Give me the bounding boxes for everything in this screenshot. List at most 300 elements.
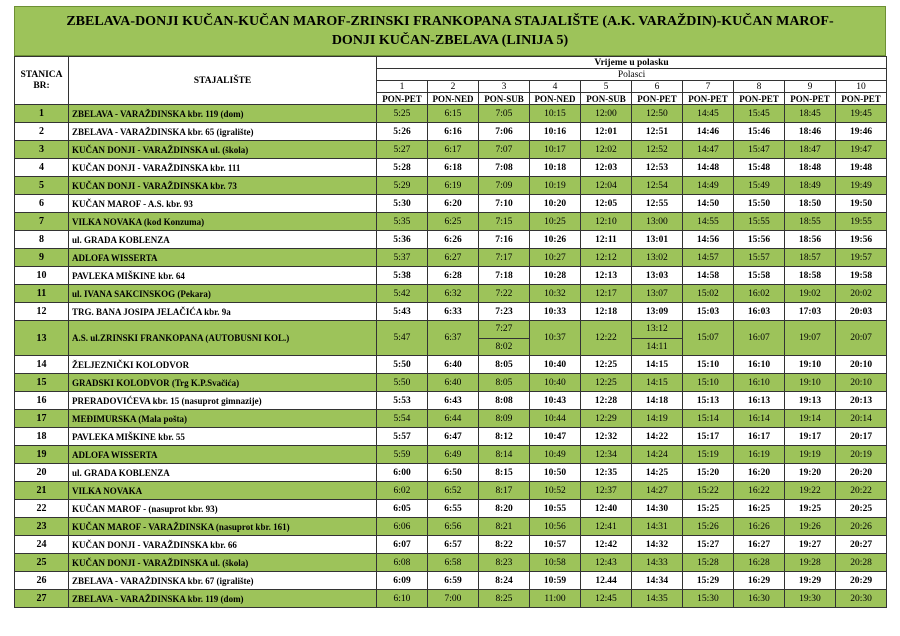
departure-time: 5:30 — [377, 195, 428, 213]
stop-name: KUČAN DONJI - VARAŽDINSKA ul. (škola) — [69, 554, 377, 572]
table-row — [15, 195, 887, 213]
departure-time: 19:56 — [836, 231, 887, 249]
departure-time: 12:25 — [581, 374, 632, 392]
departure-time: 19:57 — [836, 249, 887, 267]
departure-time: 18:46 — [785, 123, 836, 141]
station-number: 18 — [15, 428, 69, 446]
departure-time: 16:25 — [734, 500, 785, 518]
departure-time: 20:03 — [836, 303, 887, 321]
departure-time: 16:22 — [734, 482, 785, 500]
departure-time: 14:34 — [632, 572, 683, 590]
departure-time: 6:06 — [377, 518, 428, 536]
departure-time: 6:27 — [428, 249, 479, 267]
departure-time: 10:47 — [530, 428, 581, 446]
station-number: 4 — [15, 159, 69, 177]
departure-time: 20:13 — [836, 392, 887, 410]
departure-time: 12:04 — [581, 177, 632, 195]
departure-days-7: PON-PET — [683, 93, 734, 105]
departure-time: 16:10 — [734, 374, 785, 392]
departure-time: 14:24 — [632, 446, 683, 464]
station-number: 14 — [15, 356, 69, 374]
departure-time: 12:55 — [632, 195, 683, 213]
departure-time: 19:45 — [836, 105, 887, 123]
departure-time: 6:40 — [428, 356, 479, 374]
stop-name: A.S. ul.ZRINSKI FRANKOPANA (AUTOBUSNI KOL.) — [69, 321, 377, 356]
departure-time: 8:21 — [479, 518, 530, 536]
station-number: 2 — [15, 123, 69, 141]
stop-name: PAVLEKA MIŠKINE kbr. 55 — [69, 428, 377, 446]
station-number: 20 — [15, 464, 69, 482]
departure-time: 10:25 — [530, 213, 581, 231]
header-polasci: Polasci — [377, 69, 887, 81]
departure-time: 14:56 — [683, 231, 734, 249]
departure-time: 6:16 — [428, 123, 479, 141]
departure-time: 20:10 — [836, 356, 887, 374]
departure-time: 10:56 — [530, 518, 581, 536]
table-row — [15, 231, 887, 249]
departure-time: 20:22 — [836, 482, 887, 500]
stop-name: ZBELAVA - VARAŽDINSKA kbr. 119 (dom) — [69, 105, 377, 123]
departure-time: 10:28 — [530, 267, 581, 285]
departure-number-5: 5 — [581, 81, 632, 93]
table-row — [15, 392, 887, 410]
departure-time: 8:05 — [479, 356, 530, 374]
departure-number-10: 10 — [836, 81, 887, 93]
departure-time: 16:03 — [734, 303, 785, 321]
departure-time: 6:49 — [428, 446, 479, 464]
departure-time: 12:45 — [581, 590, 632, 608]
departure-time: 5:47 — [377, 321, 428, 356]
stop-name: GRADSKI KOLODVOR (Trg K.P.Svačića) — [69, 374, 377, 392]
departure-time: 15:10 — [683, 374, 734, 392]
departure-time: 8:14 — [479, 446, 530, 464]
departure-time: 5:36 — [377, 231, 428, 249]
departure-time: 15:46 — [734, 123, 785, 141]
departure-time: 6:32 — [428, 285, 479, 303]
header-stajaliste: STAJALIŠTE — [69, 57, 377, 105]
departure-time-secondary: 14:11 — [646, 341, 668, 352]
departure-time: 12:28 — [581, 392, 632, 410]
station-number: 1 — [15, 105, 69, 123]
departure-number-1: 1 — [377, 81, 428, 93]
departure-time: 12:11 — [581, 231, 632, 249]
departure-time: 5:50 — [377, 374, 428, 392]
departure-time: 6:28 — [428, 267, 479, 285]
departure-time: 13:09 — [632, 303, 683, 321]
departure-time: 16:17 — [734, 428, 785, 446]
departure-time: 15:10 — [683, 356, 734, 374]
station-number: 7 — [15, 213, 69, 231]
departure-time: 8:12 — [479, 428, 530, 446]
departure-time: 11:00 — [530, 590, 581, 608]
departure-time: 19:10 — [785, 356, 836, 374]
departure-time: 12:03 — [581, 159, 632, 177]
departure-time: 16:02 — [734, 285, 785, 303]
stop-name: VILKA NOVAKA — [69, 482, 377, 500]
departure-time: 12:41 — [581, 518, 632, 536]
departure-time: 12.44 — [581, 572, 632, 590]
departure-time: 7:17 — [479, 249, 530, 267]
table-row — [15, 249, 887, 267]
station-number: 25 — [15, 554, 69, 572]
departure-time: 6:59 — [428, 572, 479, 590]
departure-time: 18:45 — [785, 105, 836, 123]
station-number: 19 — [15, 446, 69, 464]
departure-time: 13:03 — [632, 267, 683, 285]
departure-time: 19:07 — [785, 321, 836, 356]
stop-name: ul. GRADA KOBLENZA — [69, 464, 377, 482]
table-row — [15, 482, 887, 500]
departure-time: 18:56 — [785, 231, 836, 249]
departure-number-2: 2 — [428, 81, 479, 93]
departure-time: 19:10 — [785, 374, 836, 392]
departure-time: 20:28 — [836, 554, 887, 572]
departure-time: 10:19 — [530, 177, 581, 195]
departure-time: 13:00 — [632, 213, 683, 231]
departure-time: 7:07 — [479, 141, 530, 159]
departure-time: 20:27 — [836, 536, 887, 554]
departure-time: 6:58 — [428, 554, 479, 572]
departure-time: 10:52 — [530, 482, 581, 500]
departure-time: 12:00 — [581, 105, 632, 123]
departure-time: 12:53 — [632, 159, 683, 177]
departure-time: 10:43 — [530, 392, 581, 410]
timetable-table — [14, 56, 887, 608]
departure-days-8: PON-PET — [734, 93, 785, 105]
departure-time: 5:26 — [377, 123, 428, 141]
table-row — [15, 590, 887, 608]
stop-name: ADLOFA WISSERTA — [69, 249, 377, 267]
departure-time: 10:33 — [530, 303, 581, 321]
departure-time: 12:34 — [581, 446, 632, 464]
station-number: 11 — [15, 285, 69, 303]
departure-time: 14:47 — [683, 141, 734, 159]
departure-time: 8:22 — [479, 536, 530, 554]
departure-time: 6:47 — [428, 428, 479, 446]
departure-time: 20:02 — [836, 285, 887, 303]
departure-time: 16:27 — [734, 536, 785, 554]
departure-time: 14:32 — [632, 536, 683, 554]
departure-time: 10:17 — [530, 141, 581, 159]
timetable-body — [15, 105, 887, 608]
departure-time: 19:17 — [785, 428, 836, 446]
stop-name: KUČAN MAROF - A.S. kbr. 93 — [69, 195, 377, 213]
stop-name: VILKA NOVAKA (kod Konzuma) — [69, 213, 377, 231]
departure-time: 13:07 — [632, 285, 683, 303]
station-number: 8 — [15, 231, 69, 249]
departure-time: 6:00 — [377, 464, 428, 482]
departure-time: 8:25 — [479, 590, 530, 608]
departure-time: 7:16 — [479, 231, 530, 249]
table-row — [15, 123, 887, 141]
departure-days-5: PON-SUB — [581, 93, 632, 105]
departure-time: 6:25 — [428, 213, 479, 231]
departure-time: 10:26 — [530, 231, 581, 249]
departure-time: 8:09 — [479, 410, 530, 428]
departure-time: 7:08 — [479, 159, 530, 177]
station-number: 21 — [15, 482, 69, 500]
departure-time: 16:07 — [734, 321, 785, 356]
departure-time: 15:56 — [734, 231, 785, 249]
departure-time: 16:14 — [734, 410, 785, 428]
table-row — [15, 446, 887, 464]
departure-time: 19:22 — [785, 482, 836, 500]
departure-time: 14:49 — [683, 177, 734, 195]
table-row — [15, 303, 887, 321]
departure-number-3: 3 — [479, 81, 530, 93]
departure-time: 5:25 — [377, 105, 428, 123]
stop-name: KUČAN MAROF - VARAŽDINSKA (nasuprot kbr. 161) — [69, 518, 377, 536]
departure-time: 12:25 — [581, 356, 632, 374]
departure-time: 6:57 — [428, 536, 479, 554]
departure-time: 10:40 — [530, 374, 581, 392]
departure-time: 5:35 — [377, 213, 428, 231]
departure-time-secondary: 8:02 — [495, 341, 513, 352]
departure-time: 5:42 — [377, 285, 428, 303]
station-number: 5 — [15, 177, 69, 195]
departure-time: 14:22 — [632, 428, 683, 446]
departure-time: 16:20 — [734, 464, 785, 482]
table-row — [15, 105, 887, 123]
timetable-document — [14, 6, 886, 608]
table-row — [15, 177, 887, 195]
stop-name: KUČAN DONJI - VARAŽDINSKA ul. (škola) — [69, 141, 377, 159]
title-line-2: DONJI KUČAN-ZBELAVA (LINIJA 5) — [331, 33, 569, 48]
stop-name: PAVLEKA MIŠKINE kbr. 64 — [69, 267, 377, 285]
departure-time: 14:58 — [683, 267, 734, 285]
departure-time: 16:28 — [734, 554, 785, 572]
departure-time: 14:15 — [632, 374, 683, 392]
departure-time: 20:14 — [836, 410, 887, 428]
departure-time: 10:15 — [530, 105, 581, 123]
departure-time: 6:37 — [428, 321, 479, 356]
departure-time: 19:20 — [785, 464, 836, 482]
table-row — [15, 267, 887, 285]
departure-time: 12:29 — [581, 410, 632, 428]
departure-time: 7:05 — [479, 105, 530, 123]
departure-time: 19:48 — [836, 159, 887, 177]
departure-time: 14:25 — [632, 464, 683, 482]
station-number: 24 — [15, 536, 69, 554]
departure-time: 7:22 — [479, 285, 530, 303]
departure-time: 14:30 — [632, 500, 683, 518]
departure-time: 8:15 — [479, 464, 530, 482]
split-time-cell — [632, 321, 682, 355]
departure-time — [632, 321, 683, 356]
departure-time: 7:10 — [479, 195, 530, 213]
header-stanica — [15, 57, 69, 105]
stop-name: PRERADOVIĆEVA kbr. 15 (nasuprot gimnazije) — [69, 392, 377, 410]
departure-time: 16:13 — [734, 392, 785, 410]
departure-time: 18:58 — [785, 267, 836, 285]
departure-time: 15:19 — [683, 446, 734, 464]
departure-time: 12:43 — [581, 554, 632, 572]
departure-time: 10:20 — [530, 195, 581, 213]
departure-time: 6:18 — [428, 159, 479, 177]
departure-time: 15:26 — [683, 518, 734, 536]
departure-time: 12:02 — [581, 141, 632, 159]
station-number: 16 — [15, 392, 69, 410]
departure-time: 5:29 — [377, 177, 428, 195]
departure-time: 7:23 — [479, 303, 530, 321]
header-stanica-label: STANICA — [20, 69, 63, 80]
departure-days-10: PON-PET — [836, 93, 887, 105]
departure-days-6: PON-PET — [632, 93, 683, 105]
station-number: 6 — [15, 195, 69, 213]
departure-time: 10:27 — [530, 249, 581, 267]
departure-time: 19:58 — [836, 267, 887, 285]
departure-time: 10:32 — [530, 285, 581, 303]
table-row — [15, 285, 887, 303]
stop-name: ŽELJEZNIČKI KOLODVOR — [69, 356, 377, 374]
departure-days-4: PON-NED — [530, 93, 581, 105]
station-number: 27 — [15, 590, 69, 608]
departure-time: 5:59 — [377, 446, 428, 464]
station-number: 10 — [15, 267, 69, 285]
departure-time: 15:30 — [683, 590, 734, 608]
departure-time: 20:20 — [836, 464, 887, 482]
departure-time: 6:55 — [428, 500, 479, 518]
station-number: 22 — [15, 500, 69, 518]
departure-time: 10:57 — [530, 536, 581, 554]
departure-days-9: PON-PET — [785, 93, 836, 105]
departure-time: 14:19 — [632, 410, 683, 428]
departure-time: 6:56 — [428, 518, 479, 536]
station-number: 12 — [15, 303, 69, 321]
departure-time: 14:35 — [632, 590, 683, 608]
departure-time: 19:14 — [785, 410, 836, 428]
departure-time: 6:07 — [377, 536, 428, 554]
departure-time: 20:26 — [836, 518, 887, 536]
departure-time: 10:58 — [530, 554, 581, 572]
departure-time: 19:47 — [836, 141, 887, 159]
departure-time: 10:59 — [530, 572, 581, 590]
departure-time: 20:07 — [836, 321, 887, 356]
departure-time: 17:03 — [785, 303, 836, 321]
departure-time: 15:13 — [683, 392, 734, 410]
departure-time: 20:29 — [836, 572, 887, 590]
table-row — [15, 572, 887, 590]
departure-time: 15:03 — [683, 303, 734, 321]
departure-time: 6:19 — [428, 177, 479, 195]
departure-number-8: 8 — [734, 81, 785, 93]
departure-days-2: PON-NED — [428, 93, 479, 105]
departure-time: 12:51 — [632, 123, 683, 141]
departure-time: 15:17 — [683, 428, 734, 446]
departure-days-3: PON-SUB — [479, 93, 530, 105]
departure-time: 7:09 — [479, 177, 530, 195]
departure-time: 19:46 — [836, 123, 887, 141]
title-line-1: ZBELAVA-DONJI KUČAN-KUČAN MAROF-ZRINSKI FRANKOPANA STAJALIŠTE (A.K. VARAŽDIN)-KUČAN MAROF- — [66, 14, 834, 29]
departure-time: 12:40 — [581, 500, 632, 518]
departure-time: 19:50 — [836, 195, 887, 213]
departure-time: 5:28 — [377, 159, 428, 177]
departure-time: 12:42 — [581, 536, 632, 554]
departure-days-1: PON-PET — [377, 93, 428, 105]
table-row — [15, 356, 887, 374]
departure-time: 16:29 — [734, 572, 785, 590]
departure-time — [479, 321, 530, 356]
departure-time: 19:19 — [785, 446, 836, 464]
departure-time: 19:29 — [785, 572, 836, 590]
departure-time: 6:17 — [428, 141, 479, 159]
stop-name: KUČAN DONJI - VARAŽDINSKA kbr. 73 — [69, 177, 377, 195]
departure-time: 10:16 — [530, 123, 581, 141]
departure-time: 12:01 — [581, 123, 632, 141]
departure-time: 6:02 — [377, 482, 428, 500]
departure-time: 12:37 — [581, 482, 632, 500]
departure-time: 18:50 — [785, 195, 836, 213]
departure-time: 15:48 — [734, 159, 785, 177]
stop-name: KUČAN DONJI - VARAŽDINSKA kbr. 66 — [69, 536, 377, 554]
header-vrijeme: Vrijeme u polasku — [377, 57, 887, 69]
table-row — [15, 536, 887, 554]
departure-time: 14:48 — [683, 159, 734, 177]
departure-time: 15:50 — [734, 195, 785, 213]
departure-time: 10:40 — [530, 356, 581, 374]
table-row — [15, 428, 887, 446]
departure-time: 18:47 — [785, 141, 836, 159]
departure-time: 15:47 — [734, 141, 785, 159]
stop-name: ZBELAVA - VARAŽDINSKA kbr. 119 (dom) — [69, 590, 377, 608]
departure-time: 5:57 — [377, 428, 428, 446]
table-row — [15, 554, 887, 572]
departure-time: 10:37 — [530, 321, 581, 356]
departure-time: 15:22 — [683, 482, 734, 500]
departure-time: 6:50 — [428, 464, 479, 482]
table-row — [15, 374, 887, 392]
departure-time: 10:44 — [530, 410, 581, 428]
departure-time: 15:27 — [683, 536, 734, 554]
departure-time: 12:13 — [581, 267, 632, 285]
departure-time: 19:27 — [785, 536, 836, 554]
stop-name: ZBELAVA - VARAŽDINSKA kbr. 67 (igralište) — [69, 572, 377, 590]
departure-time: 15:14 — [683, 410, 734, 428]
departure-time: 20:25 — [836, 500, 887, 518]
table-row — [15, 518, 887, 536]
departure-time: 15:57 — [734, 249, 785, 267]
departure-time: 16:19 — [734, 446, 785, 464]
departure-time: 19:26 — [785, 518, 836, 536]
table-row — [15, 410, 887, 428]
departure-time: 14:46 — [683, 123, 734, 141]
departure-time: 20:10 — [836, 374, 887, 392]
departure-time: 12:10 — [581, 213, 632, 231]
departure-time: 8:24 — [479, 572, 530, 590]
departure-time: 8:20 — [479, 500, 530, 518]
departure-time: 12:54 — [632, 177, 683, 195]
departure-time: 12:52 — [632, 141, 683, 159]
departure-time: 18:49 — [785, 177, 836, 195]
departure-number-7: 7 — [683, 81, 734, 93]
departure-time: 12:32 — [581, 428, 632, 446]
stop-name: ZBELAVA - VARAŽDINSKA kbr. 65 (igralište) — [69, 123, 377, 141]
stop-name: ul. GRADA KOBLENZA — [69, 231, 377, 249]
departure-time: 6:09 — [377, 572, 428, 590]
departure-time: 7:18 — [479, 267, 530, 285]
departure-time: 6:15 — [428, 105, 479, 123]
departure-time: 16:30 — [734, 590, 785, 608]
station-number: 3 — [15, 141, 69, 159]
departure-time: 15:28 — [683, 554, 734, 572]
departure-time: 7:15 — [479, 213, 530, 231]
departure-time: 8:05 — [479, 374, 530, 392]
departure-time: 10:50 — [530, 464, 581, 482]
station-number: 15 — [15, 374, 69, 392]
departure-time: 6:44 — [428, 410, 479, 428]
departure-time: 8:08 — [479, 392, 530, 410]
departure-time: 20:30 — [836, 590, 887, 608]
